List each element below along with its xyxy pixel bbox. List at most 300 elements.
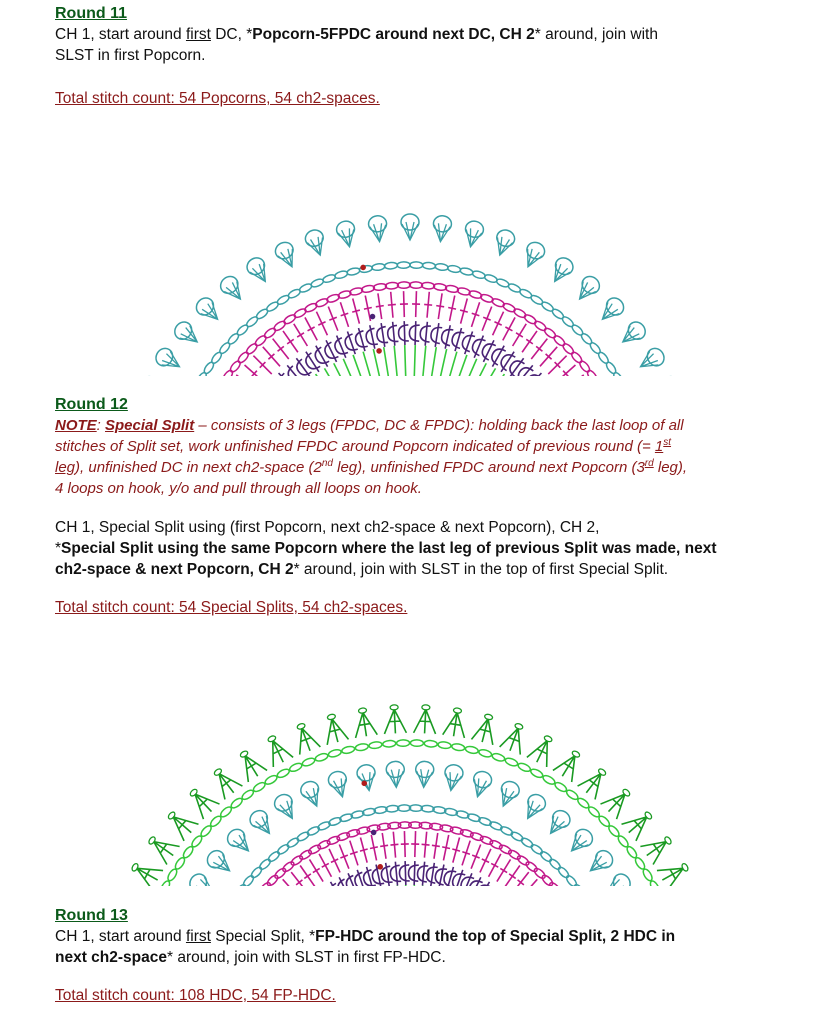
popcorn-stitch-legs <box>307 236 328 258</box>
magenta-stitch <box>291 872 307 888</box>
magenta-stitch-bar <box>352 310 360 312</box>
popcorn-stitch-legs <box>573 280 597 304</box>
magenta-stitch-bar <box>304 874 311 879</box>
chain-stitch <box>634 856 647 870</box>
round13-total: Total stitch count: 108 HDC, 54 FP-HDC. <box>55 987 336 1004</box>
split-stitch-top <box>514 723 523 730</box>
chain-stitch <box>258 858 272 871</box>
round12-section <box>55 395 795 618</box>
popcorn-stitch-legs <box>443 771 462 791</box>
green-stitch <box>394 346 398 378</box>
chain-stitch <box>286 836 300 848</box>
chain-stitch-magenta <box>445 285 459 294</box>
text: CH 1, start around <box>55 928 186 945</box>
magenta-stitch-bar <box>380 845 388 846</box>
round12-instruction-line1: CH 1, Special Split using (first Popcorn, next ch2-space & next Popcorn), CH 2, <box>55 519 600 536</box>
split-stitch-top <box>453 708 462 714</box>
popcorn-stitch <box>298 779 325 810</box>
split-stitch-legs <box>321 716 348 745</box>
chain-stitch-magenta <box>273 867 287 880</box>
green-stitch <box>483 374 504 378</box>
chain-stitch-magenta <box>361 285 375 294</box>
text: leg), <box>653 459 688 476</box>
popcorn-stitch-legs <box>521 799 544 823</box>
chain-stitch <box>554 781 568 793</box>
popcorn-stitch <box>224 826 255 857</box>
green-stitch <box>414 345 415 378</box>
chain-stitch-magenta <box>281 860 295 873</box>
chain-stitch-magenta <box>221 369 234 378</box>
chain-stitch <box>264 774 278 786</box>
split-stitch-legs <box>263 736 293 767</box>
magenta-stitch-bar <box>388 304 396 305</box>
popcorn-stitch <box>431 215 452 243</box>
text: ), unfinished DC in next ch2-space (2 <box>75 459 322 476</box>
chain-stitch <box>341 745 355 754</box>
green-stitch <box>446 352 457 378</box>
popcorn-stitch-legs <box>585 853 609 877</box>
split-stitch-legs <box>414 709 437 734</box>
split-stitch <box>578 763 613 799</box>
popcorn-stitch <box>491 228 517 258</box>
text-underlined: first <box>185 928 211 945</box>
round13-instruction-line1 <box>55 926 795 947</box>
round11-chart <box>0 118 819 378</box>
note-label: NOTE <box>55 417 97 434</box>
chain-stitch <box>542 774 556 786</box>
round12-chart <box>0 628 819 888</box>
magenta-stitch-bar <box>288 886 294 888</box>
chain-stitch <box>435 263 449 271</box>
chain-stitch <box>451 743 465 752</box>
green-stitch <box>388 887 394 888</box>
split-stitch-legs <box>352 711 377 738</box>
popcorn-stitch-top <box>356 763 376 782</box>
magenta-stitch-bar <box>526 886 532 888</box>
hook-stitch-mark <box>317 885 338 888</box>
text: * around, join with <box>534 26 658 43</box>
chain-stitch <box>472 270 486 280</box>
chain-stitch-magenta <box>263 327 277 340</box>
round12-note-line3 <box>55 457 795 478</box>
text: stitches of Split set, work unfinished FPDC around Popcorn indicated of previous round (= <box>55 438 655 455</box>
chain-stitch-magenta <box>245 342 259 356</box>
split-stitch-top <box>484 714 493 721</box>
popcorn-stitch-legs <box>387 769 404 788</box>
green-stitch <box>384 347 390 378</box>
hook-stitch <box>419 321 431 346</box>
chain-stitch <box>459 267 473 276</box>
chain-stitch-magenta <box>525 860 539 873</box>
popcorn-stitch <box>636 345 668 374</box>
split-stitch <box>500 720 530 754</box>
split-stitch <box>527 732 559 767</box>
chain-stitch <box>174 856 187 870</box>
split-stitch-legs <box>383 709 406 734</box>
split-stitch <box>601 783 637 819</box>
chain-stitch-magenta <box>586 369 599 378</box>
popcorn-stitch-legs <box>597 301 621 325</box>
chain-stitch <box>276 843 290 856</box>
round12-note-line2 <box>55 436 795 457</box>
magenta-stitch-bar <box>422 844 430 845</box>
round11-instruction-line1 <box>55 24 795 45</box>
split-stitch <box>671 885 706 888</box>
magenta-stitch-bar <box>370 847 378 849</box>
popcorn-stitch <box>356 763 378 792</box>
popcorn-stitch <box>272 791 301 823</box>
chart-body <box>112 214 708 378</box>
popcorn-stitch <box>602 871 634 888</box>
round12-note-line1 <box>55 415 795 436</box>
chain-stitch <box>276 768 290 780</box>
chain-stitch-magenta <box>543 327 557 340</box>
popcorn-stitch-legs <box>402 222 418 240</box>
popcorn-stitch <box>573 273 603 305</box>
chain-stitch-magenta <box>290 854 304 867</box>
magenta-stitch-bar <box>436 306 444 307</box>
round-start-marker <box>361 781 367 787</box>
popcorn-stitch <box>596 294 627 325</box>
round11-total: Total stitch count: 54 Popcorns, 54 ch2-spaces. <box>55 90 380 107</box>
popcorn-stitch-legs <box>358 771 377 791</box>
chain-stitch <box>422 262 435 269</box>
chain-stitch <box>242 874 255 888</box>
hook-stitch-mark <box>419 321 431 346</box>
popcorn-stitch-legs <box>566 832 590 856</box>
chain-stitch <box>520 836 534 848</box>
popcorn-stitch-legs <box>211 853 235 877</box>
split-stitch <box>233 746 267 782</box>
text-bold: ch2-space & next Popcorn, CH 2 <box>55 561 294 578</box>
popcorn-stitch <box>565 826 596 857</box>
split-stitch <box>320 712 348 745</box>
magenta-stitch-bar <box>526 339 533 344</box>
chain-stitch <box>384 262 397 269</box>
split-stitch-legs <box>500 724 529 754</box>
split-stitch <box>471 712 499 745</box>
chain-stitch-magenta <box>349 287 363 296</box>
split-stitch-legs <box>471 716 498 745</box>
popcorn-stitch <box>415 761 434 788</box>
text: : <box>96 417 106 434</box>
text: leg), unfinished FPDC around next Popcorn (3 <box>332 459 645 476</box>
chain-stitch-magenta <box>397 282 410 289</box>
chain-stitch-magenta <box>421 282 434 289</box>
popcorn-stitch-legs <box>230 832 254 856</box>
hook-stitch <box>398 321 409 345</box>
sup: st <box>663 437 672 448</box>
popcorn-stitch-legs <box>544 814 568 838</box>
hook-stitch-mark <box>429 322 442 347</box>
chain-stitch <box>328 748 342 758</box>
split-stitch <box>184 783 220 819</box>
green-stitch <box>324 368 343 378</box>
green-stitch <box>422 346 426 378</box>
green-stitch <box>438 349 446 378</box>
round12-instruction-line2 <box>55 538 795 559</box>
popcorn-stitch <box>247 807 277 839</box>
popcorn-stitch <box>520 239 547 270</box>
sup: rd <box>644 458 654 469</box>
popcorn-stitch-legs <box>432 223 450 243</box>
chain-stitch <box>410 740 423 747</box>
chain-stitch <box>314 752 328 762</box>
split-stitch-top <box>358 708 367 714</box>
magenta-stitch-bar <box>390 844 398 845</box>
chain-stitch <box>504 757 518 768</box>
split-stitch-top <box>422 705 430 710</box>
chain-stitch <box>517 762 531 773</box>
hook-stitch-mark <box>505 355 527 378</box>
green-stitch <box>363 352 374 378</box>
chain-stitch-magenta <box>409 282 422 289</box>
chain-stitch <box>484 273 498 283</box>
magenta-stitch-bar <box>460 310 468 312</box>
chain-stitch <box>234 883 247 888</box>
popcorn-stitch-legs <box>370 223 388 243</box>
popcorn-stitch-top <box>335 219 356 239</box>
round12-total: Total stitch count: 54 Special Splits, 54 ch2-spaces. <box>55 599 408 616</box>
popcorn-stitch <box>617 319 649 349</box>
chain-stitch-magenta <box>548 881 562 888</box>
split-stitch <box>114 885 149 888</box>
hook-stitch <box>528 377 552 378</box>
green-stitch <box>454 355 467 378</box>
popcorn-stitch <box>187 871 219 888</box>
hook-stitch <box>317 885 338 888</box>
split-stitch <box>290 720 320 754</box>
popcorn-stitch-legs <box>548 262 571 286</box>
split-stitch-top <box>296 723 305 730</box>
popcorn-stitch <box>585 847 616 878</box>
chain-stitch <box>465 745 479 754</box>
text-underlined: first <box>185 26 211 43</box>
chain-stitch <box>573 883 586 888</box>
round13-title: Round 13 <box>55 907 128 924</box>
chain-stitch-magenta <box>541 874 555 888</box>
split-stitch-top <box>390 705 398 710</box>
magenta-stitch-bar <box>509 874 516 879</box>
green-stitch <box>405 345 406 378</box>
chain-stitch <box>548 858 562 871</box>
chain-stitch <box>530 843 544 856</box>
green-stitch <box>419 886 423 888</box>
popcorn-stitch-legs <box>618 324 642 348</box>
popcorn-stitch <box>386 761 405 788</box>
popcorn-stitch <box>137 374 168 378</box>
hook-stitch-mark <box>528 377 552 378</box>
split-stitch <box>351 706 377 737</box>
chain-stitch-magenta <box>237 351 251 365</box>
popcorn-stitch <box>401 214 419 240</box>
chain-stitch-magenta <box>507 849 521 861</box>
round13-instruction-line2 <box>55 947 795 968</box>
round11-title: Round 11 <box>55 5 128 22</box>
chain-stitch-magenta <box>516 854 530 867</box>
chain-stitch <box>529 768 543 780</box>
magenta-stitch-bar <box>364 307 372 309</box>
split-stitch <box>261 732 293 767</box>
hook-stitch <box>505 355 527 378</box>
popcorn-stitch-legs <box>252 814 276 838</box>
split-stitch-legs <box>291 724 320 754</box>
magenta-stitch-bar <box>360 849 368 851</box>
chain-stitch <box>383 740 396 747</box>
note-term: Special Split <box>105 417 195 434</box>
popcorn-stitch <box>326 769 351 799</box>
magenta-stitch-bar <box>442 847 450 849</box>
round-start-marker <box>370 314 376 320</box>
popcorn-stitch <box>368 215 389 243</box>
popcorn-stitch-top <box>464 219 485 239</box>
hook-stitch-mark <box>387 321 399 346</box>
chain-stitch-magenta <box>561 342 575 356</box>
split-stitch <box>127 856 163 888</box>
round12-instruction-line3 <box>55 559 795 580</box>
chain-stitch <box>410 262 423 269</box>
popcorn-stitch-legs <box>636 350 660 373</box>
popcorn-stitch <box>217 273 247 305</box>
chain-stitch <box>565 874 578 888</box>
chain-stitch <box>355 743 369 752</box>
chain-stitch-magenta <box>570 351 584 365</box>
popcorn-stitch-legs <box>178 324 202 348</box>
popcorn-stitch-legs <box>416 769 433 788</box>
text: CH 1, start around <box>55 26 186 43</box>
text: – consists of 3 legs (FPDC, DC & FPDC): holding back the last loop of all <box>194 417 684 434</box>
text-bold: next ch2-space <box>55 949 167 966</box>
split-stitch <box>553 746 587 782</box>
split-stitch-legs <box>527 736 557 767</box>
chain-stitch <box>557 866 571 880</box>
chain-stitch-magenta <box>552 334 566 347</box>
popcorn-stitch-legs <box>199 301 223 325</box>
round11-instruction-line2: SLST in first Popcorn. <box>55 47 206 64</box>
split-stitch <box>414 704 437 734</box>
chain-stitch <box>250 866 264 880</box>
popcorn-stitch <box>442 763 464 792</box>
chain-stitch <box>491 752 505 762</box>
green-stitch <box>430 347 436 378</box>
popcorn-stitch-legs <box>276 799 299 823</box>
popcorn-stitch <box>153 345 185 374</box>
popcorn-stitch <box>244 255 273 287</box>
round11-section <box>55 4 795 109</box>
popcorn-stitch-legs <box>330 777 350 799</box>
split-stitch <box>640 830 676 864</box>
popcorn-stitch-legs <box>249 262 272 286</box>
split-stitch <box>163 806 199 841</box>
popcorn-stitch <box>204 847 235 878</box>
chain-stitch <box>241 788 255 801</box>
popcorn-stitch <box>335 219 358 248</box>
magenta-stitch-bar <box>287 339 294 344</box>
green-stitch <box>413 885 414 888</box>
magenta-stitch-bar <box>376 306 384 307</box>
chain-stitch-magenta <box>385 282 398 289</box>
split-stitch-legs <box>443 711 468 738</box>
chain-stitch <box>447 265 461 274</box>
magenta-stitch <box>513 872 529 888</box>
green-stitch <box>426 887 432 888</box>
text-bold: Special Split using the same Popcorn where the last leg of previous Split was made, next <box>61 540 717 557</box>
round12-note-line4: 4 loops on hook, y/o and pull through all loops on hook. <box>55 480 422 497</box>
chain-stitch-magenta <box>229 359 242 373</box>
green-stitch <box>406 885 407 888</box>
chain-stitch <box>196 371 208 378</box>
chain-stitch-magenta <box>373 283 387 291</box>
magenta-stitch <box>275 887 293 888</box>
popcorn-stitch <box>469 769 494 799</box>
green-stitch <box>476 368 495 378</box>
popcorn-stitch-legs <box>160 350 184 373</box>
popcorn-stitch-legs <box>223 280 247 304</box>
chain-stitch <box>424 740 437 747</box>
popcorn-stitch-top <box>444 763 464 782</box>
chain-stitch <box>289 762 303 773</box>
text-bold: Popcorn-5FPDC around next DC, CH 2 <box>252 26 535 43</box>
text: * <box>55 540 62 557</box>
popcorn-stitch-legs <box>492 236 513 258</box>
green-stitch <box>353 355 366 378</box>
magenta-stitch-bar <box>432 845 440 846</box>
popcorn-stitch <box>462 219 485 248</box>
split-stitch-legs <box>671 886 702 888</box>
text: * around, join with SLST in the top of first Special Split. <box>293 561 669 578</box>
split-stitch <box>657 856 693 888</box>
text: * around, join with SLST in first FP-HDC. <box>167 949 446 966</box>
round-start-marker <box>377 864 383 870</box>
chain-stitch <box>478 748 492 758</box>
split-stitch-legs <box>118 886 149 888</box>
chain-stitch <box>539 850 553 863</box>
chain-stitch <box>565 788 579 801</box>
hook-stitch <box>409 321 420 345</box>
round-start-marker <box>371 830 377 836</box>
chain-stitch-magenta <box>457 287 471 296</box>
round-start-marker <box>360 265 366 271</box>
chain-stitch-magenta <box>433 283 447 291</box>
chain-stitch <box>372 263 386 271</box>
chain-stitch <box>438 741 452 749</box>
chain-stitch <box>397 262 410 269</box>
chain-stitch-magenta <box>266 874 280 888</box>
popcorn-stitch <box>171 319 203 349</box>
popcorn-stitch <box>495 779 522 810</box>
magenta-stitch-bar <box>452 849 460 851</box>
text: DC, * <box>210 26 253 43</box>
round12-title: Round 12 <box>55 396 128 413</box>
popcorn-stitch <box>520 791 549 823</box>
split-stitch <box>383 704 406 734</box>
sup: nd <box>321 458 333 469</box>
split-stitch <box>443 706 469 737</box>
text: leg <box>55 459 76 476</box>
popcorn-stitch-top <box>660 374 682 378</box>
magenta-stitch <box>527 887 545 888</box>
chain-stitch-magenta <box>578 359 591 373</box>
round-start-marker <box>376 348 382 354</box>
chain-stitch-magenta <box>533 867 547 880</box>
text: 1 <box>654 438 664 455</box>
text-bold: FP-HDC around the top of Special Split, 2 HDC in <box>315 928 676 945</box>
magenta-stitch-bar <box>448 307 456 309</box>
chain-stitch <box>346 267 360 276</box>
chain-stitch <box>641 868 653 882</box>
chain-stitch <box>334 270 348 280</box>
split-stitch <box>208 763 243 799</box>
